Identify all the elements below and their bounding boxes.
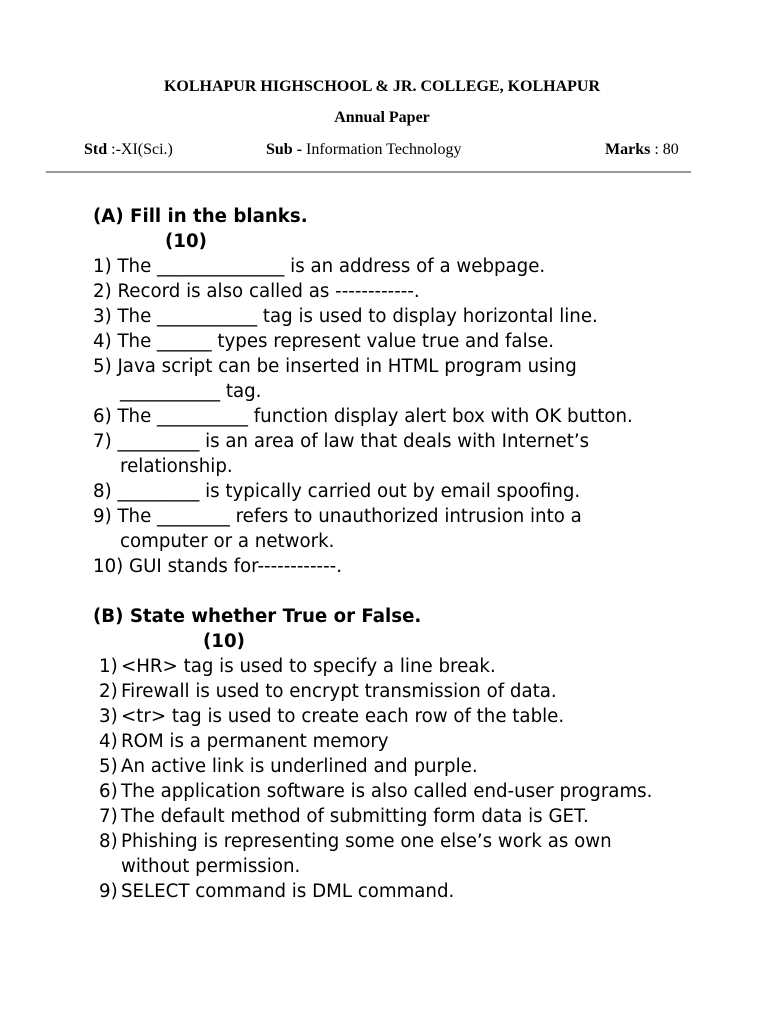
question-a10: 10) GUI stands for------------.: [93, 556, 343, 577]
marks-value: : 80: [654, 141, 679, 158]
question-b5: [93, 754, 713, 779]
question-a9: 9) The ________ refers to unauthorized intrusion into a computer or a network.: [93, 506, 582, 552]
question-b9: [93, 879, 713, 904]
std-info: [84, 141, 173, 159]
section-b-marks: (10): [203, 631, 245, 652]
paper-title: Annual Paper: [334, 109, 430, 126]
question-b8: [93, 829, 713, 879]
question-a4: 4) The ______ types represent value true and false.: [93, 331, 555, 352]
question-b6: [93, 779, 713, 804]
section-b-title: (B) State whether True or False.: [93, 606, 422, 627]
question-a8: 8) _________ is typically carried out by email spoofing.: [93, 481, 581, 502]
question-b8-text: Phishing is representing some one else’s work as own without permission.: [121, 831, 612, 877]
sub-value: Information Technology: [306, 141, 462, 158]
question-b9-text: SELECT command is DML command.: [121, 881, 455, 902]
section-a-marks: (10): [165, 231, 207, 252]
question-b3-text: <tr> tag is used to create each row of the table.: [121, 706, 565, 727]
question-a3: 3) The ___________ tag is used to display horizontal line.: [93, 306, 598, 327]
section-gap: [93, 579, 713, 604]
question-b7: [93, 804, 713, 829]
question-a2: 2) Record is also called as ------------.: [93, 281, 420, 302]
question-b3: [93, 704, 713, 729]
question-b5-text: An active link is underlined and purple.: [121, 756, 478, 777]
section-a-title: (A) Fill in the blanks.: [93, 206, 308, 227]
question-b7-text: The default method of submitting form data is GET.: [121, 806, 589, 827]
question-a7: 7) _________ is an area of law that deals with Internet’s relationship.: [93, 431, 590, 477]
std-value: :-XI(Sci.): [111, 141, 173, 158]
section-a-list: [93, 254, 713, 579]
marks-info: [605, 141, 679, 159]
question-b1: [93, 654, 713, 679]
question-a1: 1) The ______________ is an address of a webpage.: [93, 256, 546, 277]
question-a6: 6) The __________ function display alert box with OK button.: [93, 406, 633, 427]
question-b4: [93, 729, 713, 754]
question-b4-text: ROM is a permanent memory: [121, 731, 389, 752]
question-b6-text: The application software is also called end-user programs.: [121, 781, 653, 802]
question-a5: 5) Java script can be inserted in HTML program using ___________ tag.: [93, 356, 577, 402]
question-b1-number: 1): [99, 656, 118, 677]
question-b6-number: 6): [99, 781, 118, 802]
question-b1-text: <HR> tag is used to specify a line break.: [121, 656, 496, 677]
question-b8-number: 8): [99, 831, 118, 852]
question-b9-number: 9): [99, 881, 118, 902]
question-b5-number: 5): [99, 756, 118, 777]
question-b3-number: 3): [99, 706, 118, 727]
std-label: Std: [84, 141, 108, 158]
section-b-list: [93, 654, 713, 904]
question-b2-text: Firewall is used to encrypt transmission of data.: [121, 681, 557, 702]
subject-info: [266, 141, 461, 159]
questions-body: [93, 204, 713, 904]
sub-label: Sub -: [266, 141, 303, 158]
question-b7-number: 7): [99, 806, 118, 827]
header-divider: [46, 171, 691, 173]
question-b4-number: 4): [99, 731, 118, 752]
marks-label: Marks: [605, 141, 651, 158]
school-name: KOLHAPUR HIGHSCHOOL & JR. COLLEGE, KOLHAPUR: [163, 78, 601, 95]
question-b2-number: 2): [99, 681, 118, 702]
question-b2: [93, 679, 713, 704]
